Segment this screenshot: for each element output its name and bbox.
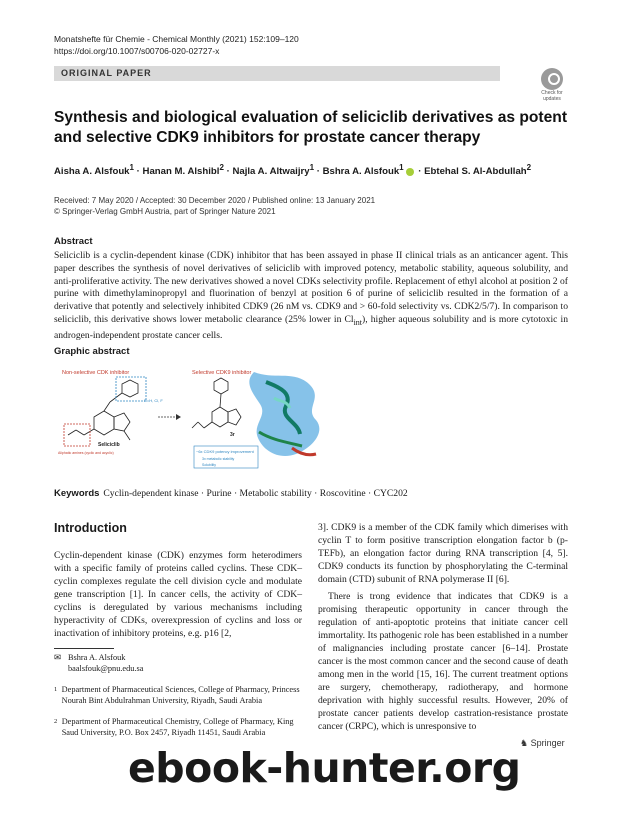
publication-dates: [54, 195, 375, 217]
intro-right-paragraph-1: 3]. CDK9 is a member of the CDK family which dimerises with cyclin T to form positive transcription elongation factor b (p-TEFb), an elongation factor during RNA transcription [4, 5]. CDK9 conducts its function by phosphorylating the C-terminal domain (CTD) subunit of RNA polymerase II [6].: [318, 522, 568, 585]
aliphatic-box: [64, 424, 90, 446]
author[interactable]: Hanan M. Alshibl$^2$: [142, 163, 224, 178]
keywords: [54, 488, 568, 499]
copyright-line: © Springer-Verlag GmbH Austria, part of Springer Nature 2021: [54, 207, 276, 216]
ga-left-label: Non-selective CDK inhibitor: [62, 370, 130, 376]
correspondence: [54, 652, 302, 674]
ga-bullet-3: Solubility: [202, 463, 217, 467]
seliciclib-label: Seliciclib: [98, 442, 120, 448]
corresponding-email[interactable]: baalsfouk@pnu.edu.sa: [68, 664, 144, 673]
abstract-heading: Abstract: [54, 236, 93, 247]
compound-3r-structure: [192, 378, 241, 428]
watermark: ebook-hunter.org: [128, 744, 521, 792]
check-updates-icon: [541, 68, 563, 90]
affiliation: 1 Department of Pharmaceutical Sciences, College of Pharmacy, Princess Nourah Bint Abdulrahman University, Riyadh, Saudi Arabia: [54, 685, 300, 705]
intro-left-paragraph: Cyclin-dependent kinase (CDK) enzymes form heterodimers with a specific family of proteins called cyclins. These CDK–cyclin complexes regulate the cell division cycle and modulate gene transcription [1]. In cancer cells, the activity of CDK–cyclins is deregulated by various mechanisms including hyperactivity of CDKs, overexpression of cyclins and loss or inactivation of inhibitory proteins, e.g. p16 [2,: [54, 550, 302, 639]
graphic-abstract-heading: Graphic abstract: [54, 346, 130, 357]
dates-line: Received: 7 May 2020 / Accepted: 30 December 2020 / Published online: 13 January 2021: [54, 196, 376, 205]
abstract-body: Seliciclib is a cyclin-dependent kinase (CDK) inhibitor that has been assayed in phase II clinical trials as an anticancer agent. This paper describes the synthesis of novel derivatives of seliciclib with improved potency, metabolic stability, aqueous solubility, and anti-proliferative activity. The new derivatives showed a novel CDKs selectivity profile. Replacement of ethyl alcohol at position 2 of purine with dimethylaminopropyl and fluorination of benzyl at position 6 of purine of seliciclib resulted in the formation of a derivative that potently and selectively inhibited CDK9 (26 nM vs. CDK9 and > 60-fold selectivity vs. CDK2/5/7). In comparison to seliciclib, this derivative shows lower metabolic clearance (25% lower in $Cl_{int}$), higher aqueous solubility and is more cytotoxic in androgen-independent prostate cancer cells.: [54, 250, 568, 341]
intro-right-column: [318, 521, 568, 733]
check-updates-label: Check for updates: [541, 90, 563, 102]
intro-right-paragraph-2: There is trong evidence that indicates that CDK9 is a promising therapeutic opportunity in cancer through the regulation of anti-apoptotic proteins that initiate cancer cell immortality. Its pathogenic role has been established in a number of malignancies including prostate cancer [6–14]. Prostate cancer is the most common cancer and the second cause of death among men in the world [15, 16]. The current treatment options are surgery, chemotherapy, radiotherapy, and hormone deprivation with highly successful results. However, 20% of prostate cancer patients develop castration-resistance prostate cancer (CRPC), which is unresponsive to: [318, 591, 568, 732]
doi-link[interactable]: https://doi.org/10.1007/s00706-020-02727-x: [54, 46, 220, 56]
compound-label: 3r: [230, 432, 235, 438]
journal-header: [54, 33, 299, 57]
publisher-logo: [520, 738, 565, 749]
article-type-label: ORIGINAL PAPER: [61, 68, 152, 78]
seliciclib-structure: [68, 380, 138, 440]
ga-bullet-1: ~6x CDK9 potency improvement: [196, 449, 254, 454]
ga-right-label: Selective CDK9 inhibitor: [192, 370, 252, 376]
keywords-text: Cyclin-dependent kinase · Purine · Metabolic stability · Roscovitine · CYC202: [103, 488, 408, 499]
author[interactable]: Bshra A. Alsfouk$^1$: [322, 163, 404, 178]
keywords-label: Keywords: [54, 488, 100, 499]
arrow-head: [176, 414, 181, 420]
publisher-name: Springer: [530, 738, 565, 748]
paper-title: Synthesis and biological evaluation of seliciclib derivatives as potent and selective CDK9 inhibitors for prostate cancer therapy: [54, 109, 568, 146]
corresponding-author: Bshra A. Alsfouk: [68, 653, 126, 662]
ga-bullet-2: 3x metabolic stability: [202, 457, 235, 461]
protein-structure: [249, 372, 319, 456]
author[interactable]: Ebtehal S. Al-Abdullah$^2$: [424, 163, 532, 178]
journal-citation: Monatshefte für Chemie - Chemical Monthly (2021) 152:109–120: [54, 34, 299, 44]
affiliation: 2 Department of Pharmaceutical Chemistry, College of Pharmacy, King Saud University, P.O. Box 2457, Riyadh 11451, Saudi Arabia: [54, 717, 294, 737]
orcid-icon[interactable]: [406, 168, 414, 176]
substituent-label: R=H, Cl, F: [144, 398, 163, 403]
springer-horse-icon: ♞: [520, 738, 529, 748]
intro-heading: Introduction: [54, 521, 127, 535]
author[interactable]: Aisha A. Alsfouk$^1$: [54, 163, 134, 178]
check-for-updates-badge[interactable]: [538, 68, 566, 102]
footnotes: [54, 652, 302, 738]
envelope-icon: ✉: [54, 653, 61, 662]
article-type-band: [54, 66, 500, 81]
author[interactable]: Najla A. Altwaijry$^1$: [232, 163, 315, 178]
author-list: Aisha A. Alsfouk$^1$ · Hanan M. Alshibl$^2$ · Najla A. Altwaijry$^1$ · Bshra A. Alsfouk$^1$ · Ebtehal S. Al-Abdullah$^2$: [54, 163, 532, 178]
intro-left-column: [54, 521, 302, 640]
aliphatic-label: Aliphatic amines (cyclic and acyclic): [58, 451, 114, 455]
footnote-rule: [54, 648, 114, 649]
graphic-abstract-figure: [54, 362, 352, 474]
